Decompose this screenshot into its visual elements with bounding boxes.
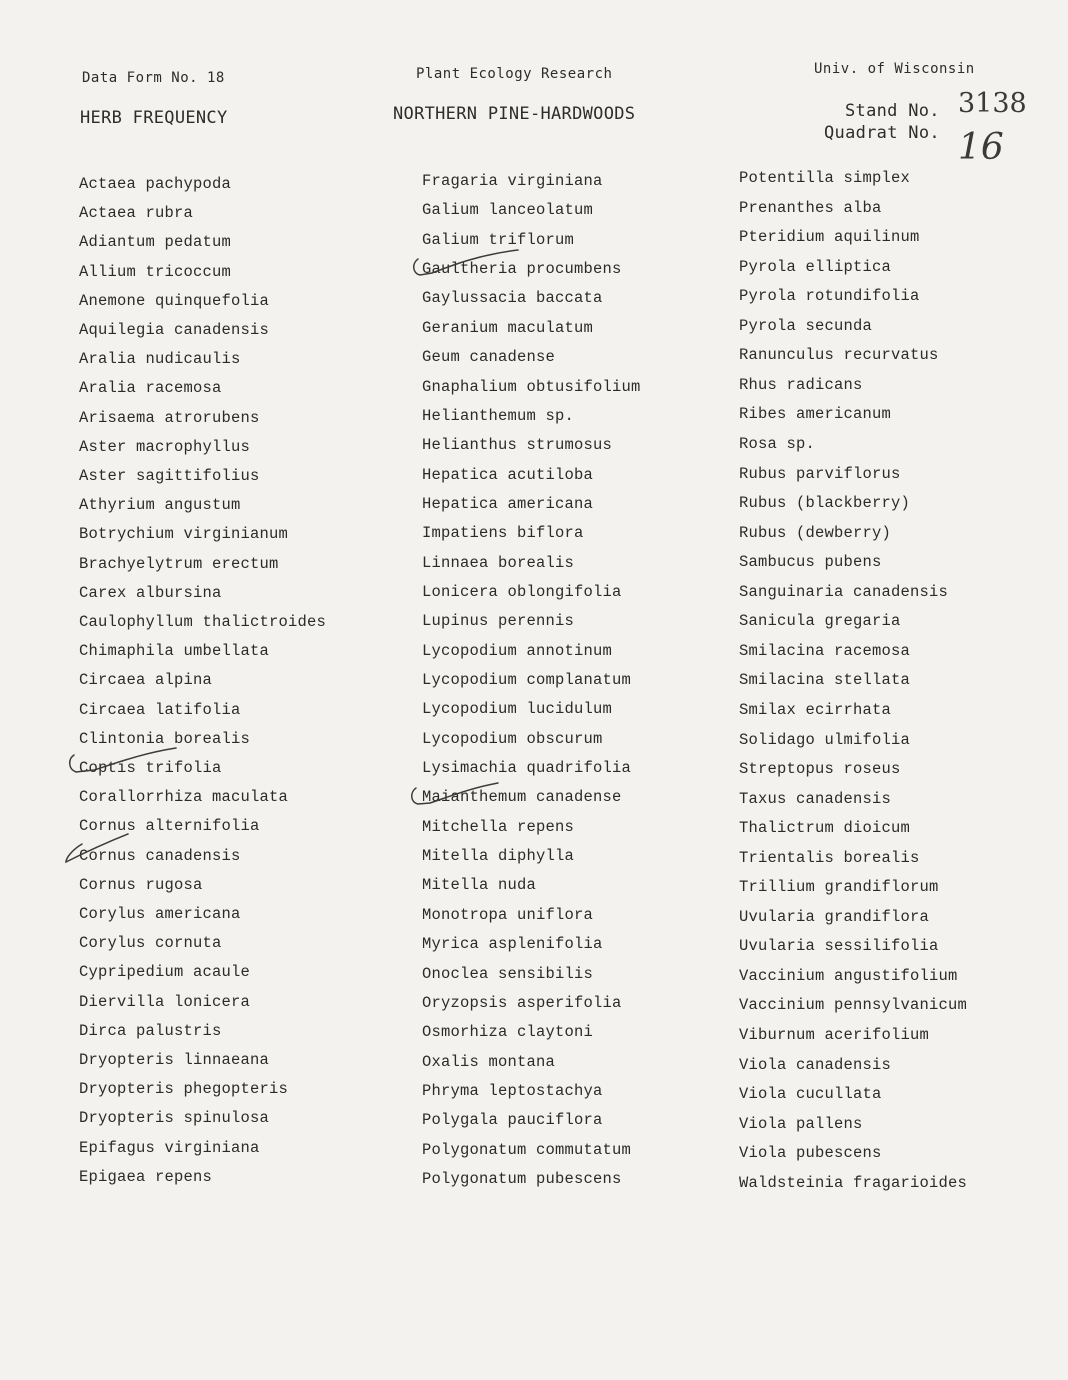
- species-item: Gaultheria procumbens: [422, 260, 622, 279]
- species-item: Hepatica americana: [422, 494, 594, 513]
- species-item: Helianthus strumosus: [422, 436, 613, 455]
- quadrat-number: 16: [958, 127, 1004, 168]
- species-item: Aster sagittifolius: [79, 467, 260, 485]
- species-item: Actaea rubra: [79, 204, 194, 223]
- species-item: Lycopodium obscurum: [422, 729, 603, 748]
- species-item: Linnaea borealis: [422, 553, 575, 572]
- species-item: Polygonatum pubescens: [422, 1169, 622, 1188]
- species-item: Lupinus perennis: [422, 612, 575, 631]
- species-item: Hepatica acutiloba: [422, 465, 594, 484]
- species-item: Aquilegia canadensis: [79, 321, 270, 339]
- species-item: Monotropa uniflora: [422, 905, 594, 924]
- species-item: Epifagus virginiana: [79, 1138, 260, 1157]
- species-item: Rubus (blackberry): [739, 494, 911, 513]
- species-item: Trientalis borealis: [739, 848, 920, 867]
- species-item: Oxalis montana: [422, 1052, 556, 1071]
- species-item: Circaea alpina: [79, 671, 213, 690]
- program-name: Plant Ecology Research: [416, 66, 613, 82]
- species-item: Lonicera oblongifolia: [422, 582, 622, 601]
- species-item: Sanicula gregaria: [739, 612, 901, 631]
- species-item: Osmorhiza claytoni: [422, 1023, 594, 1042]
- species-item: Smilacina racemosa: [739, 641, 911, 660]
- species-item: Geranium maculatum: [422, 318, 594, 337]
- species-item: Viola cucullata: [739, 1085, 882, 1104]
- species-item: Rubus parviflorus: [739, 464, 901, 483]
- species-item: Corallorrhiza maculata: [79, 788, 289, 807]
- form-title: HERB FREQUENCY: [80, 108, 228, 128]
- species-item: Athyrium angustum: [79, 496, 241, 515]
- stand-number: 3138: [958, 88, 1027, 119]
- species-item: Caulophyllum thalictroides: [79, 613, 327, 631]
- species-item: Cornus rugosa: [79, 875, 203, 894]
- institution-name: Univ. of Wisconsin: [814, 61, 975, 77]
- species-item: Dryopteris spinulosa: [79, 1109, 270, 1128]
- species-item: Lysimachia quadrifolia: [422, 759, 632, 777]
- species-item: Potentilla simplex: [739, 169, 911, 187]
- species-item: Polygonatum commutatum: [422, 1140, 632, 1159]
- species-item: Oryzopsis asperifolia: [422, 993, 622, 1012]
- species-item: Waldsteinia fragarioides: [739, 1173, 968, 1192]
- species-item: Maianthemum canadense: [422, 788, 622, 807]
- species-item: Gnaphalium obtusifolium: [422, 377, 641, 396]
- species-item: Botrychium virginianum: [79, 525, 289, 544]
- species-item: Fragaria virginiana: [422, 172, 603, 190]
- species-item: Pyrola secunda: [739, 316, 873, 335]
- species-item: Galium triflorum: [422, 230, 575, 249]
- species-item: Corylus cornuta: [79, 934, 222, 953]
- species-item: Lycopodium complanatum: [422, 671, 632, 689]
- species-item: Streptopus roseus: [739, 760, 901, 778]
- species-item: Sanguinaria canadensis: [739, 582, 949, 601]
- species-item: Solidago ulmifolia: [739, 730, 911, 749]
- species-item: Viola pallens: [739, 1114, 863, 1133]
- species-item: Clintonia borealis: [79, 729, 251, 748]
- species-item: Vaccinium pennsylvanicum: [739, 996, 968, 1015]
- species-item: Cornus alternifolia: [79, 817, 260, 836]
- species-item: Uvularia sessilifolia: [739, 937, 939, 956]
- species-item: Allium tricoccum: [79, 262, 232, 281]
- species-item: Helianthemum sp.: [422, 406, 575, 425]
- species-item: Impatiens biflora: [422, 524, 584, 543]
- species-item: Aralia nudicaulis: [79, 350, 241, 369]
- species-item: Uvularia grandiflora: [739, 907, 930, 926]
- species-item: Myrica asplenifolia: [422, 935, 603, 954]
- species-item: Phryma leptostachya: [422, 1081, 603, 1100]
- species-item: Cornus canadensis: [79, 846, 241, 865]
- species-item: Onoclea sensibilis: [422, 964, 594, 983]
- species-item: Adiantum pedatum: [79, 233, 232, 252]
- species-item: Dryopteris phegopteris: [79, 1080, 289, 1099]
- species-item: Dirca palustris: [79, 1021, 222, 1040]
- species-item: Viola canadensis: [739, 1055, 892, 1074]
- species-item: Aster macrophyllus: [79, 437, 251, 456]
- species-item: Cypripedium acaule: [79, 963, 251, 982]
- species-item: Carex albursina: [79, 583, 222, 602]
- species-item: Sambucus pubens: [739, 553, 882, 572]
- species-item: Dryopteris linnaeana: [79, 1051, 270, 1069]
- species-item: Diervilla lonicera: [79, 992, 251, 1011]
- species-item: Trillium grandiflorum: [739, 878, 939, 897]
- species-item: Epigaea repens: [79, 1167, 213, 1186]
- species-item: Rubus (dewberry): [739, 523, 892, 542]
- species-item: Brachyelytrum erectum: [79, 554, 279, 573]
- species-item: Ribes americanum: [739, 405, 892, 424]
- species-item: Viola pubescens: [739, 1144, 882, 1163]
- species-item: Ranunculus recurvatus: [739, 346, 939, 365]
- species-item: Viburnum acerifolium: [739, 1026, 930, 1044]
- species-item: Chimaphila umbellata: [79, 642, 270, 661]
- species-item: Pyrola elliptica: [739, 257, 892, 276]
- species-item: Vaccinium angustifolium: [739, 966, 958, 985]
- species-item: Galium lanceolatum: [422, 201, 594, 220]
- community-type: NORTHERN PINE-HARDWOODS: [393, 104, 636, 124]
- species-item: Arisaema atrorubens: [79, 408, 260, 427]
- species-item: Mitella nuda: [422, 876, 537, 895]
- species-item: Aralia racemosa: [79, 379, 222, 398]
- species-item: Circaea latifolia: [79, 700, 241, 719]
- species-item: Pyrola rotundifolia: [739, 287, 920, 306]
- species-item: Prenanthes alba: [739, 198, 882, 217]
- species-item: Actaea pachypoda: [79, 175, 232, 193]
- species-item: Smilacina stellata: [739, 671, 911, 690]
- species-item: Mitella diphylla: [422, 847, 575, 866]
- species-item: Anemone quinquefolia: [79, 291, 270, 310]
- species-item: Coptis trifolia: [79, 759, 222, 777]
- species-item: Lycopodium annotinum: [422, 641, 613, 660]
- species-item: Rosa sp.: [739, 434, 816, 453]
- species-item: Gaylussacia baccata: [422, 289, 603, 308]
- stand-label: Stand No.: [845, 101, 940, 121]
- species-item: Polygala pauciflora: [422, 1111, 603, 1130]
- species-item: Mitchella repens: [422, 817, 575, 836]
- species-item: Corylus americana: [79, 905, 241, 923]
- species-item: Rhus radicans: [739, 375, 863, 394]
- species-item: Pteridium aquilinum: [739, 228, 920, 247]
- form-number: Data Form No. 18: [82, 70, 225, 86]
- species-item: Thalictrum dioicum: [739, 819, 911, 838]
- species-item: Smilax ecirrhata: [739, 700, 892, 719]
- species-item: Lycopodium lucidulum: [422, 700, 613, 719]
- quadrat-label: Quadrat No.: [824, 123, 940, 143]
- species-item: Geum canadense: [422, 348, 556, 367]
- species-item: Taxus canadensis: [739, 789, 892, 808]
